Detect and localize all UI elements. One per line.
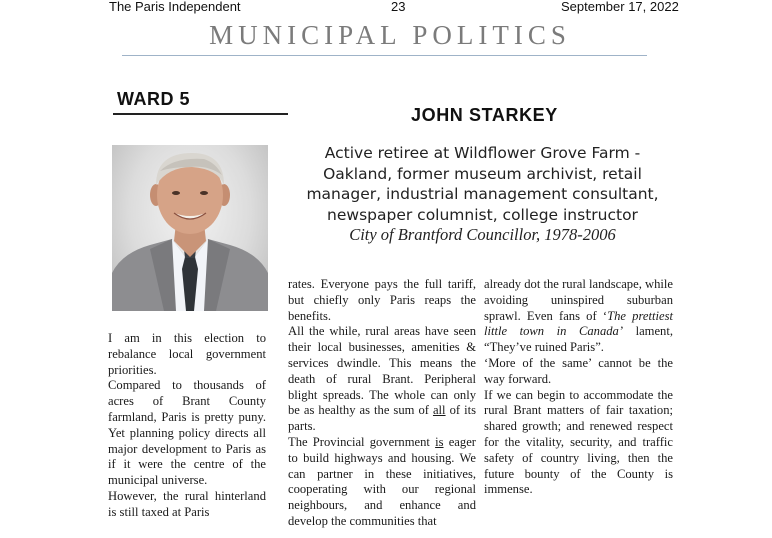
section-divider [122, 55, 647, 56]
bio-line: Oakland, former museum archivist, retail [323, 164, 642, 183]
article-column-1 [108, 331, 266, 521]
underlined-word: is [435, 434, 444, 449]
paragraph: Compared to thousands of acres of Brant County farmland, Paris is pretty puny. Yet planning policy directs all major development to Paris as if it were the centre of the municipal universe. [108, 378, 266, 488]
bio-line: Active retiree at Wildflower Grove Farm - [324, 144, 641, 162]
text-run: All the while, rural areas have seen their local businesses, amenities & services dwindle. This means the death of rural Brant. Peripheral blight spreads. The whole can only be as healthy as the sum of [288, 324, 476, 418]
text-run: of its parts. [288, 403, 476, 434]
candidate-bio [305, 143, 660, 246]
paragraph: However, the rural hinterland is still taxed at Paris [108, 488, 266, 519]
italic-quote: The prettiest little town in Canada’ [484, 308, 673, 339]
paragraph: ‘More of the same’ cannot be the way forward. [484, 355, 673, 386]
paragraph [484, 277, 673, 356]
bio-line: newspaper columnist, college instructor [327, 205, 638, 224]
article-column-3 [484, 277, 673, 498]
text-run: lament, “They’ve ruined Paris”. [484, 324, 673, 355]
article-column-2 [288, 277, 476, 530]
page-number: 23 [391, 0, 406, 14]
text-run: The Provincial government [288, 434, 436, 449]
publication-name: The Paris Independent [109, 0, 241, 14]
ward-heading: WARD 5 [117, 89, 191, 109]
text-run: eager to build highways and housing. We can partner in these initiatives, cooperating with our regional neighbours, and enhance and develop the communities that [288, 434, 476, 528]
paragraph: rates. Everyone pays the full tariff, but chiefly only Paris reaps the benefits. [288, 277, 476, 323]
text-run: already dot the rural landscape, while avoiding uninspired suburban sprawl. Even fans of ‘ [484, 277, 673, 323]
ward-underline [113, 113, 288, 115]
issue-date: September 17, 2022 [561, 0, 679, 14]
bio-line: manager, industrial management consultant, [306, 185, 659, 203]
bio-council-role: City of Brantford Councillor, 1978-2006 [349, 225, 616, 244]
candidate-photo [112, 145, 268, 311]
paragraph [288, 324, 476, 435]
paragraph [288, 435, 476, 530]
underlined-word: all [432, 403, 446, 418]
paragraph: If we can begin to accommodate the rural Brant matters of fair taxation; shared growth; and renewed respect for the vitality, security, and traffic safety of country living, then the future bounty of the County is immense. [484, 387, 673, 497]
section-title: MUNICIPAL POLITICS [209, 20, 571, 50]
paragraph: I am in this election to rebalance local government priorities. [108, 331, 266, 377]
candidate-name: JOHN STARKEY [411, 105, 558, 125]
